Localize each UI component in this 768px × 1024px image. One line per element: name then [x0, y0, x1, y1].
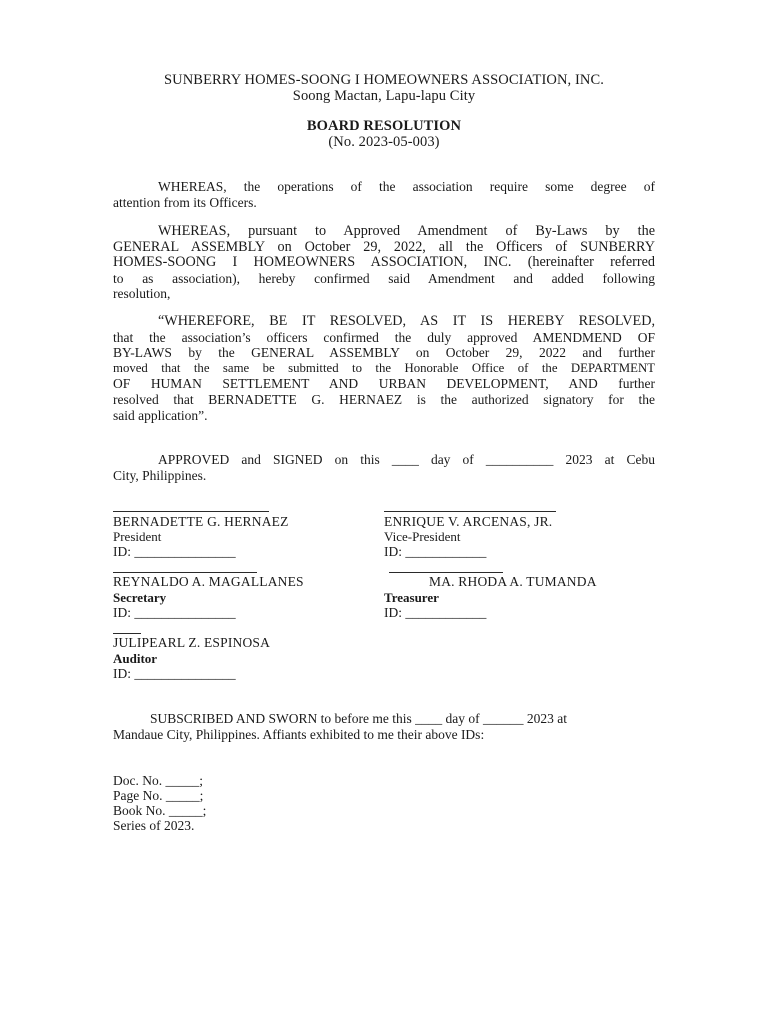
organization-address: Soong Mactan, Lapu-lapu City — [292, 88, 476, 104]
paragraph-line: WHEREAS, pursuant to Approved Amendment of By-Laws by the — [158, 223, 655, 239]
signature-line — [113, 633, 141, 634]
paragraph-line: GENERAL ASSEMBLY on October 29, 2022, all the Officers of SUNBERRY — [113, 238, 655, 255]
page-number: Page No. _____; — [113, 788, 204, 803]
whereas-paragraph-1 — [113, 179, 655, 210]
paragraph-line: OF HUMAN SETTLEMENT AND URBAN DEVELOPMENT, AND further — [113, 376, 655, 392]
treasurer-role: Treasurer — [384, 590, 439, 605]
president-name: BERNADETTE G. HERNAEZ — [113, 514, 289, 529]
book-number: Book No. _____; — [113, 803, 207, 818]
doc-number: Doc. No. _____; — [113, 773, 203, 788]
paragraph-line: resolution, — [113, 286, 171, 302]
paragraph-line: that the association’s officers confirmed the duly approved AMENDMEND OF — [113, 329, 655, 345]
sworn-statement-line-1: SUBSCRIBED AND SWORN to before me this ____ day of ______ 2023 at — [150, 711, 567, 726]
document-title: BOARD RESOLUTION — [306, 118, 462, 134]
series-year: Series of 2023. — [113, 818, 195, 833]
paragraph-line: resolved that BERNADETTE G. HERNAEZ is the authorized signatory for the — [113, 391, 655, 407]
treasurer-name: MA. RHODA A. TUMANDA — [429, 574, 597, 589]
secretary-role: Secretary — [113, 590, 167, 605]
paragraph-line: City, Philippines. — [113, 467, 207, 483]
vice-president-name: ENRIQUE V. ARCENAS, JR. — [384, 514, 553, 529]
signature-line — [113, 572, 257, 573]
signature-line — [389, 572, 503, 573]
treasurer-id: ID: ____________ — [384, 605, 487, 620]
vice-president-role: Vice-President — [384, 529, 461, 544]
sworn-statement-line-2: Mandaue City, Philippines. Affiants exhibited to me their above IDs: — [113, 727, 485, 742]
paragraph-line: “WHEREFORE, BE IT RESOLVED, AS IT IS HEREBY RESOLVED, — [158, 313, 655, 329]
document-number: (No. 2023-05-003) — [328, 134, 440, 150]
signature-line — [113, 511, 269, 512]
secretary-id: ID: _______________ — [113, 605, 236, 620]
president-role: President — [113, 529, 162, 544]
paragraph-line: WHEREAS, the operations of the association require some degree of — [158, 179, 655, 194]
secretary-name: REYNALDO A. MAGALLANES — [113, 574, 304, 589]
auditor-name: JULIPEARL Z. ESPINOSA — [113, 635, 271, 650]
paragraph-line: said application”. — [113, 407, 208, 423]
president-id: ID: _______________ — [113, 544, 236, 559]
paragraph-line: APPROVED and SIGNED on this ____ day of __________ 2023 at Cebu — [158, 452, 655, 467]
approved-paragraph — [113, 452, 655, 483]
paragraph-line: moved that the same be submitted to the Honorable Office of the DEPARTMENT — [113, 360, 655, 375]
paragraph-line: BY-LAWS by the GENERAL ASSEMBLY on October 29, 2022 and further — [113, 345, 655, 361]
paragraph-line: HOMES-SOONG I HOMEOWNERS ASSOCIATION, INC. (hereinafter referred — [113, 254, 655, 271]
auditor-role: Auditor — [113, 651, 158, 666]
organization-name: SUNBERRY HOMES-SOONG I HOMEOWNERS ASSOCIATION, INC. — [163, 72, 604, 88]
whereas-paragraph-2 — [113, 224, 655, 302]
signature-line — [384, 511, 556, 512]
wherefore-paragraph — [113, 314, 655, 423]
vice-president-id: ID: ____________ — [384, 544, 487, 559]
paragraph-line: attention from its Officers. — [113, 194, 257, 210]
paragraph-line: to as association), hereby confirmed said Amendment and added following — [113, 270, 655, 286]
auditor-id: ID: _______________ — [113, 666, 236, 681]
